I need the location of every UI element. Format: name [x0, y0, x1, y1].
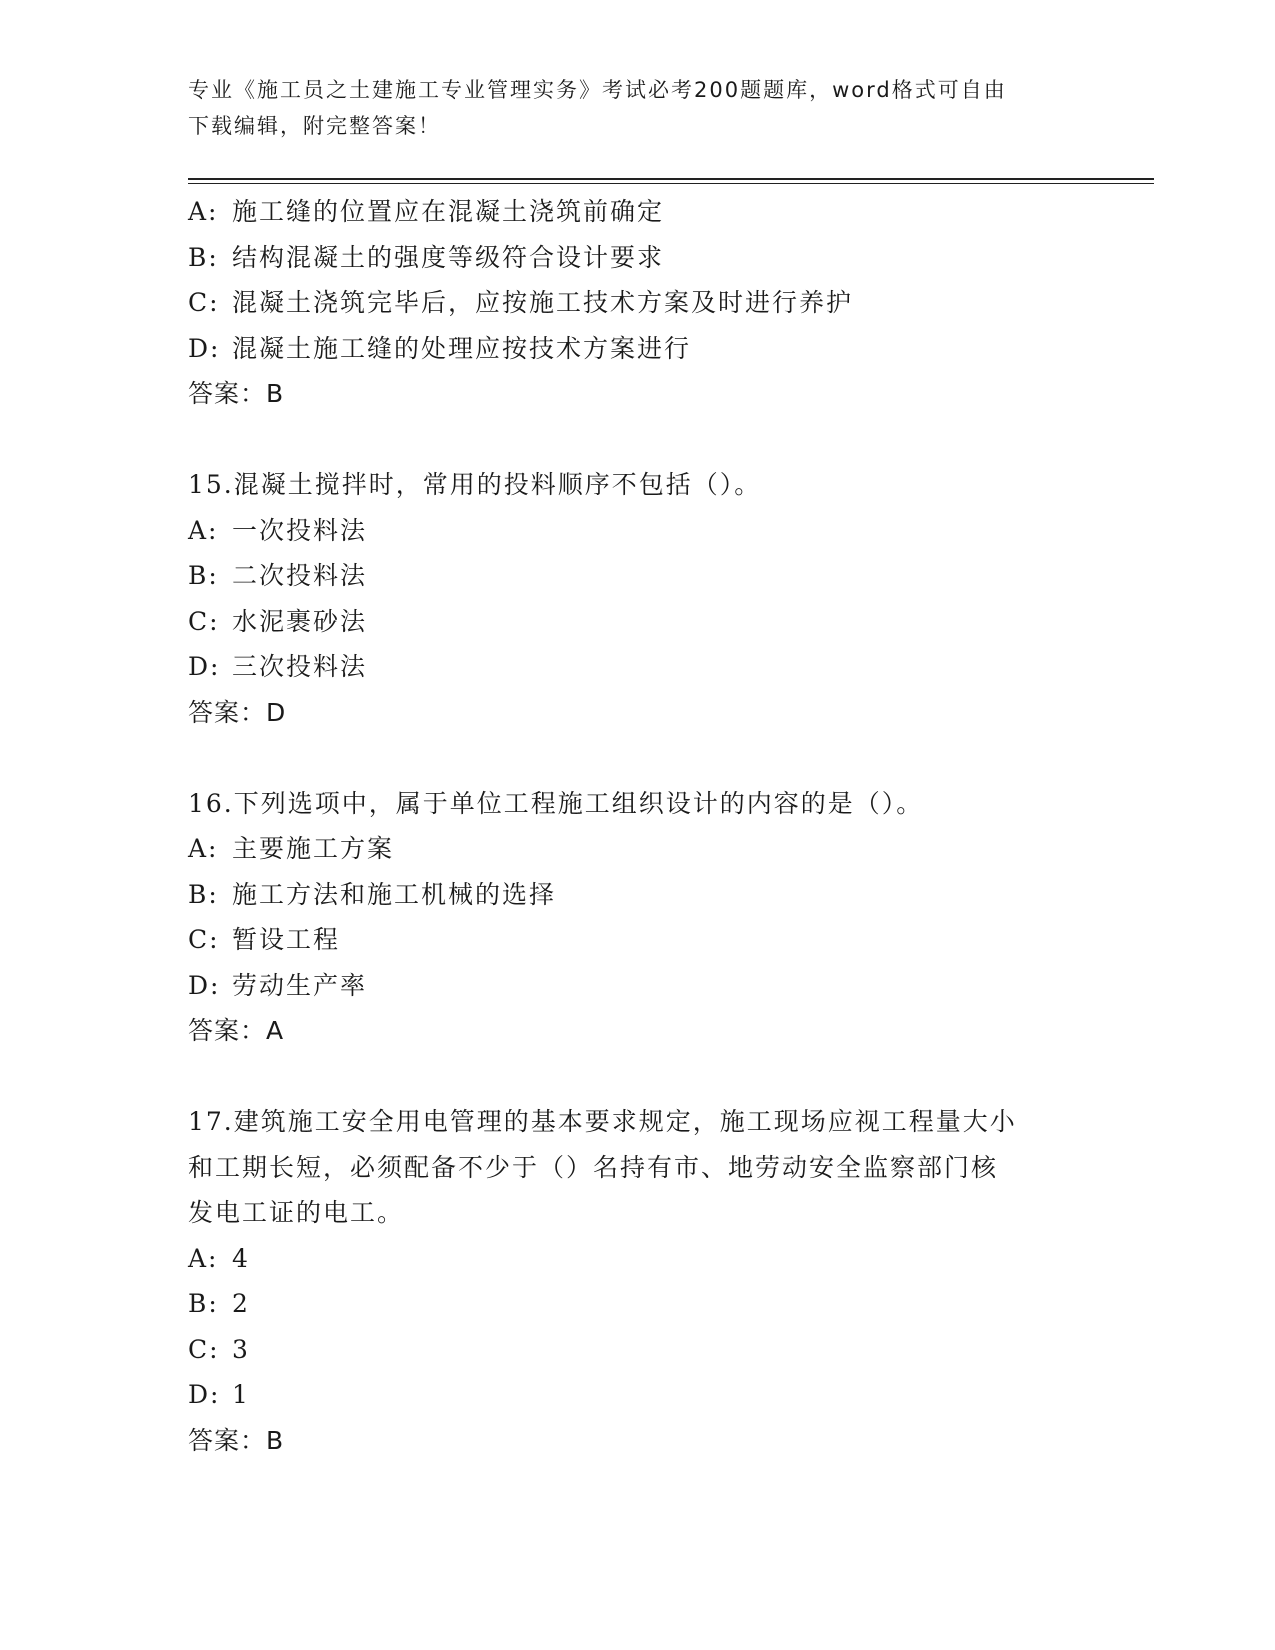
- option-letter: D:: [188, 652, 221, 681]
- option-text: 结构混凝土的强度等级符合设计要求: [232, 242, 665, 272]
- option-row: [188, 235, 1088, 281]
- question-block: [188, 189, 1088, 417]
- option-letter: A:: [188, 515, 219, 545]
- option-text: 施工方法和施工机械的选择: [232, 879, 557, 909]
- option-row: [188, 917, 1088, 963]
- option-row: [188, 826, 1088, 872]
- question-text: 和工期长短，必须配备不少于（）名持有市、地劳动安全监察部门核: [188, 1152, 999, 1182]
- answer-line: 答案：A: [188, 1016, 285, 1045]
- option-row: [188, 189, 1088, 235]
- option-letter: A:: [188, 1243, 219, 1273]
- question-text: 15.混凝土搅拌时，常用的投料顺序不包括（）。: [188, 470, 762, 499]
- option-text: 混凝土施工缝的处理应按技术方案进行: [232, 333, 692, 363]
- question-list: [188, 189, 1088, 1463]
- option-letter: D:: [188, 1380, 221, 1409]
- option-text: 二次投料法: [232, 561, 368, 590]
- option-row: [188, 508, 1088, 554]
- answer-line: 答案：D: [188, 697, 287, 727]
- option-text: 3: [232, 1334, 250, 1364]
- block-spacer: [188, 417, 1088, 463]
- option-text: 主要施工方案: [232, 834, 395, 863]
- question-block: [188, 462, 1088, 735]
- option-letter: B:: [188, 561, 219, 590]
- option-row: [188, 1281, 1088, 1327]
- option-text: 混凝土浇筑完毕后，应按施工技术方案及时进行养护: [232, 288, 854, 317]
- option-row: [188, 553, 1088, 599]
- option-text: 4: [232, 1243, 250, 1273]
- option-letter: D:: [188, 970, 221, 1000]
- header-line-1: 专业《施工员之土建施工专业管理实务》考试必考200题题库，word格式可自由: [188, 78, 1007, 102]
- header-line-2: 下载编辑，附完整答案！: [188, 114, 441, 138]
- option-text: 三次投料法: [232, 652, 368, 681]
- option-row: [188, 1327, 1088, 1373]
- question-text: 16.下列选项中，属于单位工程施工组织设计的内容的是（）。: [188, 788, 924, 818]
- option-row: [188, 963, 1088, 1009]
- question-text: 发电工证的电工。: [188, 1198, 405, 1227]
- document-header: [188, 72, 1068, 144]
- option-text: 2: [232, 1289, 250, 1318]
- option-row: [188, 872, 1088, 918]
- option-letter: A:: [188, 197, 219, 226]
- option-row: [188, 1372, 1088, 1418]
- question-block: [188, 1099, 1088, 1463]
- question-text: 17.建筑施工安全用电管理的基本要求规定，施工现场应视工程量大小: [188, 1107, 1017, 1136]
- option-row: [188, 326, 1088, 372]
- option-text: 劳动生产率: [232, 970, 368, 1000]
- question-block: [188, 781, 1088, 1054]
- answer-line: 答案：B: [188, 1425, 285, 1455]
- option-letter: D:: [188, 333, 221, 363]
- option-row: [188, 644, 1088, 690]
- header-divider-thin: [188, 183, 1154, 184]
- block-spacer: [188, 735, 1088, 781]
- option-text: 1: [232, 1380, 250, 1409]
- option-letter: C:: [188, 1334, 220, 1364]
- option-letter: B:: [188, 1289, 219, 1318]
- block-spacer: [188, 1054, 1088, 1100]
- option-text: 水泥裹砂法: [232, 606, 368, 636]
- option-text: 施工缝的位置应在混凝土浇筑前确定: [232, 197, 665, 226]
- option-letter: A:: [188, 834, 219, 863]
- option-row: [188, 599, 1088, 645]
- option-letter: B:: [188, 879, 219, 909]
- option-letter: C:: [188, 606, 220, 636]
- option-letter: B:: [188, 242, 219, 272]
- option-letter: C:: [188, 288, 220, 317]
- option-letter: C:: [188, 925, 220, 954]
- option-row: [188, 1236, 1088, 1282]
- answer-line: 答案：B: [188, 379, 285, 408]
- option-row: [188, 280, 1088, 326]
- option-text: 一次投料法: [232, 515, 368, 545]
- header-divider-thick: [188, 178, 1154, 180]
- option-text: 暂设工程: [232, 925, 341, 954]
